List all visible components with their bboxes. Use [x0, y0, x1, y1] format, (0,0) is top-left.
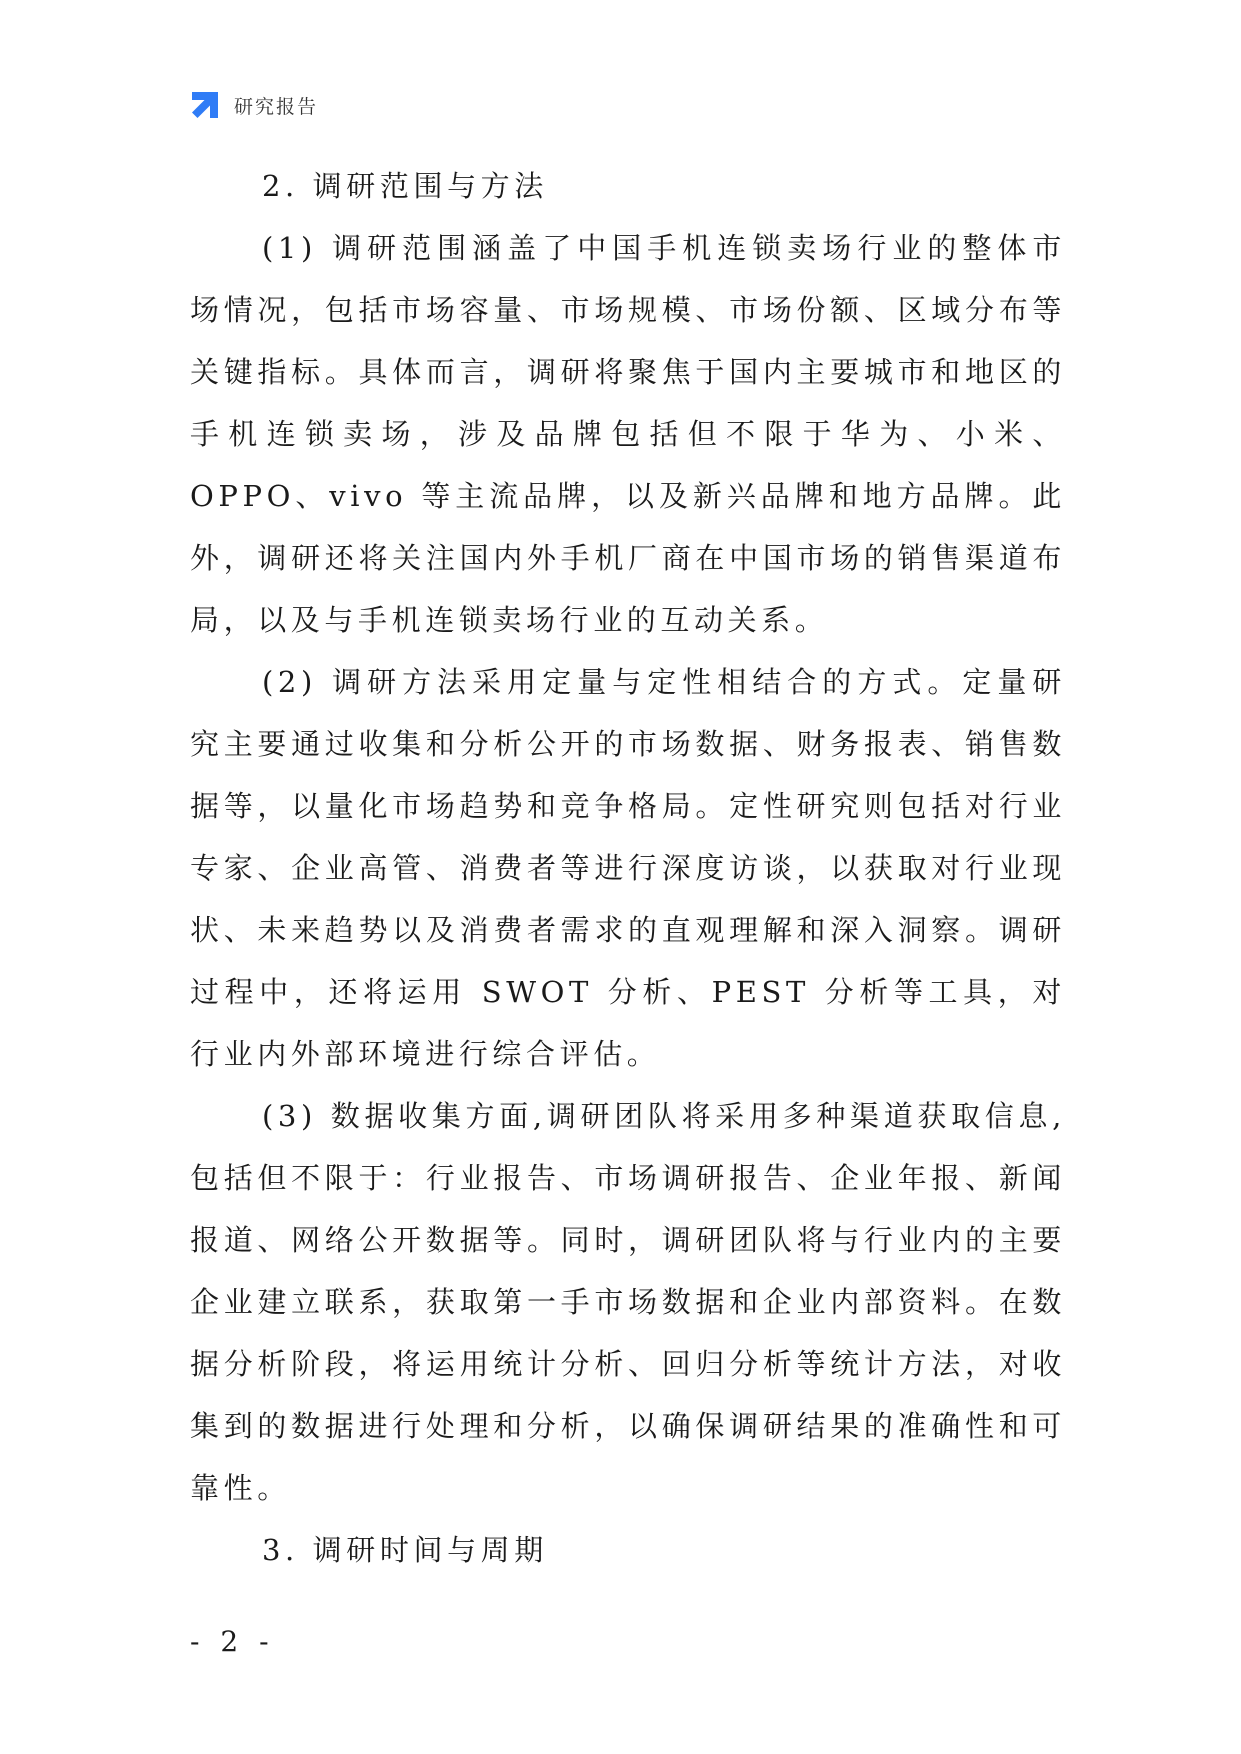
paragraph-method: (2) 调研方法采用定量与定性相结合的方式。定量研究主要通过收集和分析公开的市场数据、财务报表、销售数据等，以量化市场趋势和竞争格局。定性研究则包括对行业专家、企业高管、消费者等进行深度访谈，以获取对行业现状、未来趋势以及消费者需求的直观理解和深入洞察。调研过程中，还将运用 SWOT 分析、PEST 分析等工具，对行业内外部环境进行综合评估。	[190, 665, 1066, 1071]
paragraph-data-collection: (3) 数据收集方面,调研团队将采用多种渠道获取信息,包括但不限于：行业报告、市场调研报告、企业年报、新闻报道、网络公开数据等。同时，调研团队将与行业内的主要企业建立联系，获取第一手市场数据和企业内部资料。在数据分析阶段，将运用统计分析、回归分析等统计方法，对收集到的数据进行处理和分析，以确保调研结果的准确性和可靠性。	[190, 1099, 1066, 1505]
section-heading-time: 3. 调研时间与周期	[262, 1533, 548, 1567]
arrow-up-right-icon	[188, 88, 222, 122]
page-number: - 2 -	[190, 1625, 275, 1658]
page-header	[188, 88, 318, 122]
paragraph-scope: (1) 调研范围涵盖了中国手机连锁卖场行业的整体市场情况，包括市场容量、市场规模、市场份额、区域分布等关键指标。具体而言，调研将聚焦于国内主要城市和地区的手机连锁卖场，涉及品牌包括但不限于华为、小米、OPPO、vivo 等主流品牌，以及新兴品牌和地方品牌。此外，调研还将关注国内外手机厂商在中国市场的销售渠道布局，以及与手机连锁卖场行业的互动关系。	[190, 231, 1066, 637]
document-body	[190, 155, 1066, 1581]
header-title: 研究报告	[234, 95, 319, 118]
section-heading-scope: 2. 调研范围与方法	[262, 169, 548, 203]
